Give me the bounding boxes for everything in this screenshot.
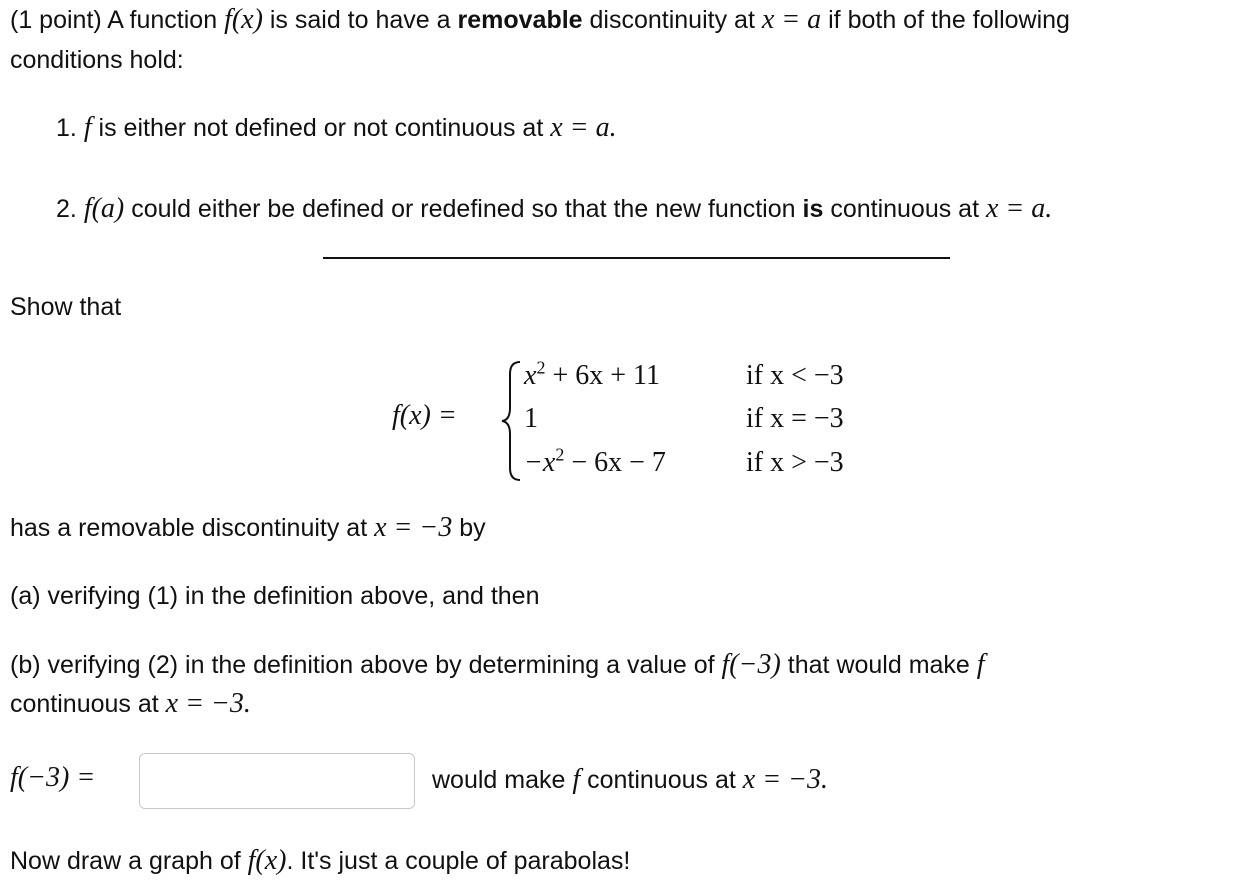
condition-1-math: x = a.	[550, 112, 617, 143]
part-a: (a) verifying (1) in the definition above, and then	[10, 582, 540, 610]
points-label: (1 point)	[10, 6, 102, 34]
has-removable-math: x = −3	[374, 512, 453, 543]
piecewise-row-1-condition: if x < −3	[746, 360, 844, 391]
piecewise-row-2-condition: if x = −3	[746, 403, 844, 434]
answer-after-text-1: would make	[432, 766, 566, 794]
answer-after-text	[432, 764, 828, 796]
condition-2	[56, 193, 1052, 225]
now-draw-math: f(x)	[247, 845, 287, 876]
intro-line-2: conditions hold:	[10, 46, 184, 74]
part-b-text-1: (b) verifying (2) in the definition above by determining a value of	[10, 651, 715, 679]
answer-after-text-2: continuous at	[587, 766, 736, 794]
piecewise-row-3-expr: $-x^2 - 6x - 7$	[524, 444, 666, 478]
condition-2-text-a: could either be defined or redefined so that the new function	[131, 195, 796, 223]
condition-1-number: 1.	[56, 114, 77, 142]
has-removable-text: has a removable discontinuity at	[10, 514, 368, 542]
answer-input[interactable]	[139, 753, 415, 809]
condition-2-f: f(a)	[83, 193, 125, 224]
condition-2-bold: is	[802, 195, 824, 223]
part-b-text-3: continuous at	[10, 690, 159, 718]
now-draw-text-2: . It's just a couple of parabolas!	[286, 847, 631, 875]
now-draw-text-1: Now draw a graph of	[10, 847, 241, 875]
has-removable-line	[10, 512, 486, 544]
answer-label: f(−3) =	[10, 762, 96, 793]
condition-1-text: is either not defined or not continuous at	[98, 114, 544, 142]
intro-text-1: A function	[107, 6, 218, 34]
intro-line-1	[10, 4, 1070, 36]
answer-after-f: f	[572, 764, 581, 795]
part-b-line-2	[10, 688, 251, 720]
piecewise-row-3-condition: if x > −3	[746, 447, 844, 478]
show-that-label: Show that	[10, 293, 122, 321]
piecewise-row-1-expr: $x^2 + 6x + 11$	[524, 357, 660, 391]
piecewise-row-2-expr: 1	[524, 403, 538, 434]
answer-after-math: x = −3.	[742, 764, 828, 795]
intro-text-4: if both of the following	[828, 6, 1070, 34]
part-b-math-1: f(−3)	[721, 649, 781, 680]
condition-2-text-b: continuous at	[830, 195, 980, 223]
intro-text-3: discontinuity at	[589, 6, 755, 34]
fx-math: f(x)	[224, 4, 263, 35]
part-b-math-3: x = −3.	[165, 688, 251, 719]
part-b-text-2: that would make	[787, 651, 970, 679]
left-brace-icon	[500, 360, 522, 482]
has-removable-by: by	[459, 514, 486, 542]
horizontal-divider	[323, 257, 950, 259]
part-b-line-1	[10, 649, 985, 681]
piecewise-label: f(x) =	[392, 400, 457, 431]
condition-1-f: f	[83, 112, 92, 143]
condition-2-math: x = a.	[985, 193, 1053, 224]
now-draw-line	[10, 845, 630, 877]
removable-bold: removable	[457, 6, 583, 34]
condition-2-number: 2.	[56, 195, 77, 223]
intro-text-2: is said to have a	[269, 6, 451, 34]
condition-1	[56, 112, 617, 144]
part-b-math-2: f	[976, 649, 985, 680]
x-eq-a-math: x = a	[761, 4, 822, 35]
